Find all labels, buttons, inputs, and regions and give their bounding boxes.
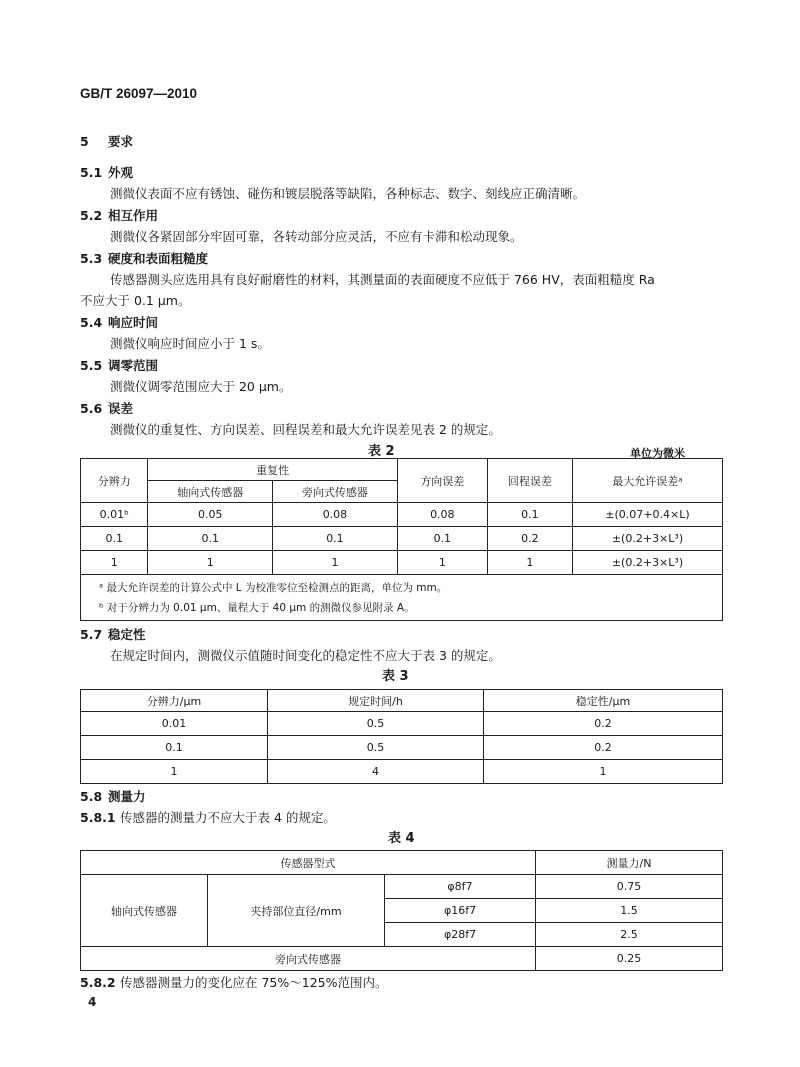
table-row	[81, 875, 723, 899]
table-cell: 0.08	[397, 503, 487, 527]
header-resolution: 分辨力/μm	[81, 690, 268, 712]
table-cell: 0.2	[484, 712, 723, 736]
header-axial-sensor: 轴向式传感器	[148, 481, 273, 503]
section-number: 5	[80, 134, 89, 149]
table-2-unit: 单位为微米	[630, 447, 685, 460]
section-number: 5.7	[80, 627, 103, 642]
section-5-4-heading	[80, 315, 158, 331]
table-cell: 0.1	[81, 736, 268, 760]
table-cell: 1.5	[536, 899, 723, 923]
section-number: 5.8.1	[80, 810, 116, 825]
axial-sensor-cell: 轴向式传感器	[81, 875, 208, 947]
section-title: 测量力	[108, 789, 146, 804]
table-cell: φ28f7	[385, 923, 536, 947]
table-cell: 0.1	[148, 527, 273, 551]
header-specified-time: 规定时间/h	[268, 690, 484, 712]
table-cell: 0.5	[268, 712, 484, 736]
table-2-notes	[81, 575, 723, 621]
table-2	[80, 458, 723, 621]
section-number: 5.8.2	[80, 975, 116, 990]
table-cell: 0.1	[81, 527, 148, 551]
table-4	[80, 850, 723, 971]
table-cell: 1	[148, 551, 273, 575]
table-2-caption: 表 2	[368, 444, 395, 459]
section-5-8-1	[80, 810, 336, 826]
table-cell: 0.01	[81, 712, 268, 736]
table-cell: 1	[484, 760, 723, 784]
header-max-permissible-error: 最大允许误差ᵃ	[572, 459, 722, 503]
standard-code-header: GB/T 26097—2010	[80, 86, 198, 101]
table-cell: 2.5	[536, 923, 723, 947]
table-row	[81, 503, 723, 527]
lateral-sensor-cell: 旁向式传感器	[81, 947, 536, 971]
section-5-3-heading	[80, 251, 208, 267]
table-cell: ±(0.2+3×L³)	[572, 551, 722, 575]
section-5-6-heading	[80, 401, 133, 417]
section-5-8-2	[80, 975, 388, 991]
table-cell: 0.5	[268, 736, 484, 760]
section-5-4-body: 测微仪响应时间应小于 1 s。	[110, 336, 270, 351]
section-5-5-body: 测微仪调零范围应大于 20 μm。	[110, 379, 292, 394]
section-title: 稳定性	[108, 627, 146, 642]
table-cell: 1	[273, 551, 398, 575]
table-row	[81, 527, 723, 551]
table-2-note-a: ᵃ 最大允许误差的计算公式中 L 为校准零位至检测点的距离，单位为 mm。	[99, 581, 448, 594]
section-body: 传感器的测量力不应大于表 4 的规定。	[120, 810, 336, 825]
table-row	[81, 947, 723, 971]
section-5-5-heading	[80, 358, 158, 374]
section-title: 相互作用	[108, 208, 159, 223]
section-number: 5.3	[80, 251, 103, 266]
header-lateral-sensor: 旁向式传感器	[273, 481, 398, 503]
section-5-7-heading	[80, 627, 146, 643]
section-5-3-body-line2: 不应大于 0.1 μm。	[80, 293, 191, 308]
table-cell: 4	[268, 760, 484, 784]
table-row	[81, 760, 723, 784]
header-stability: 稳定性/μm	[484, 690, 723, 712]
table-cell: 1	[81, 551, 148, 575]
section-5-1-heading	[80, 165, 133, 181]
table-row	[81, 712, 723, 736]
table-cell: ±(0.07+0.4×L)	[572, 503, 722, 527]
header-sensor-type: 传感器型式	[81, 851, 536, 875]
section-5-heading	[80, 134, 133, 150]
table-4-caption: 表 4	[388, 831, 415, 846]
table-cell: 0.1	[273, 527, 398, 551]
table-cell: 0.2	[487, 527, 572, 551]
table-cell: ±(0.2+3×L³)	[572, 527, 722, 551]
section-number: 5.4	[80, 315, 103, 330]
table-cell: 0.1	[397, 527, 487, 551]
section-5-3-body-line1: 传感器测头应选用具有良好耐磨性的材料，其测量面的表面硬度不应低于 766 HV，表面粗糙度 Ra	[110, 272, 655, 287]
section-title: 调零范围	[108, 358, 159, 373]
section-5-2-body: 测微仪各紧固部分牢固可靠，各转动部分应灵活，不应有卡滞和松动现象。	[110, 229, 523, 244]
table-cell: 1	[81, 760, 268, 784]
table-cell: 1	[487, 551, 572, 575]
table-cell: φ16f7	[385, 899, 536, 923]
header-resolution: 分辨力	[81, 459, 148, 503]
table-3-caption: 表 3	[382, 669, 409, 684]
section-body: 传感器测量力的变化应在 75%～125%范围内。	[120, 975, 388, 990]
section-title: 要求	[108, 134, 134, 149]
header-measuring-force: 测量力/N	[536, 851, 723, 875]
section-number: 5.2	[80, 208, 103, 223]
header-hysteresis-error: 回程误差	[487, 459, 572, 503]
section-5-8-heading	[80, 789, 146, 805]
table-cell: 0.05	[148, 503, 273, 527]
clamp-diameter-cell: 夹持部位直径/mm	[208, 875, 385, 947]
table-3	[80, 689, 723, 784]
table-cell: 0.75	[536, 875, 723, 899]
table-row	[81, 736, 723, 760]
section-number: 5.8	[80, 789, 103, 804]
table-cell: 0.1	[487, 503, 572, 527]
section-5-1-body: 测微仪表面不应有锈蚀、碰伤和镀层脱落等缺陷，各种标志、数字、刻线应正确清晰。	[110, 186, 586, 201]
section-title: 硬度和表面粗糙度	[108, 251, 209, 266]
section-5-6-body: 测微仪的重复性、方向误差、回程误差和最大允许误差见表 2 的规定。	[110, 422, 501, 437]
section-5-7-body: 在规定时间内，测微仪示值随时间变化的稳定性不应大于表 3 的规定。	[110, 648, 501, 663]
section-number: 5.6	[80, 401, 103, 416]
table-cell: φ8f7	[385, 875, 536, 899]
table-2-note-b: ᵇ 对于分辨力为 0.01 μm、量程大于 40 μm 的测微仪参见附录 A。	[99, 601, 415, 614]
section-number: 5.1	[80, 165, 103, 180]
table-row	[81, 551, 723, 575]
header-repeatability: 重复性	[148, 459, 397, 481]
section-title: 响应时间	[108, 315, 159, 330]
section-title: 外观	[108, 165, 134, 180]
section-number: 5.5	[80, 358, 103, 373]
table-cell: 1	[397, 551, 487, 575]
section-5-2-heading	[80, 208, 158, 224]
table-cell: 0.25	[536, 947, 723, 971]
page-number: 4	[88, 995, 97, 1009]
header-direction-error: 方向误差	[397, 459, 487, 503]
table-cell: 0.01ᵇ	[81, 503, 148, 527]
section-title: 误差	[108, 401, 134, 416]
table-cell: 0.08	[273, 503, 398, 527]
table-cell: 0.2	[484, 736, 723, 760]
